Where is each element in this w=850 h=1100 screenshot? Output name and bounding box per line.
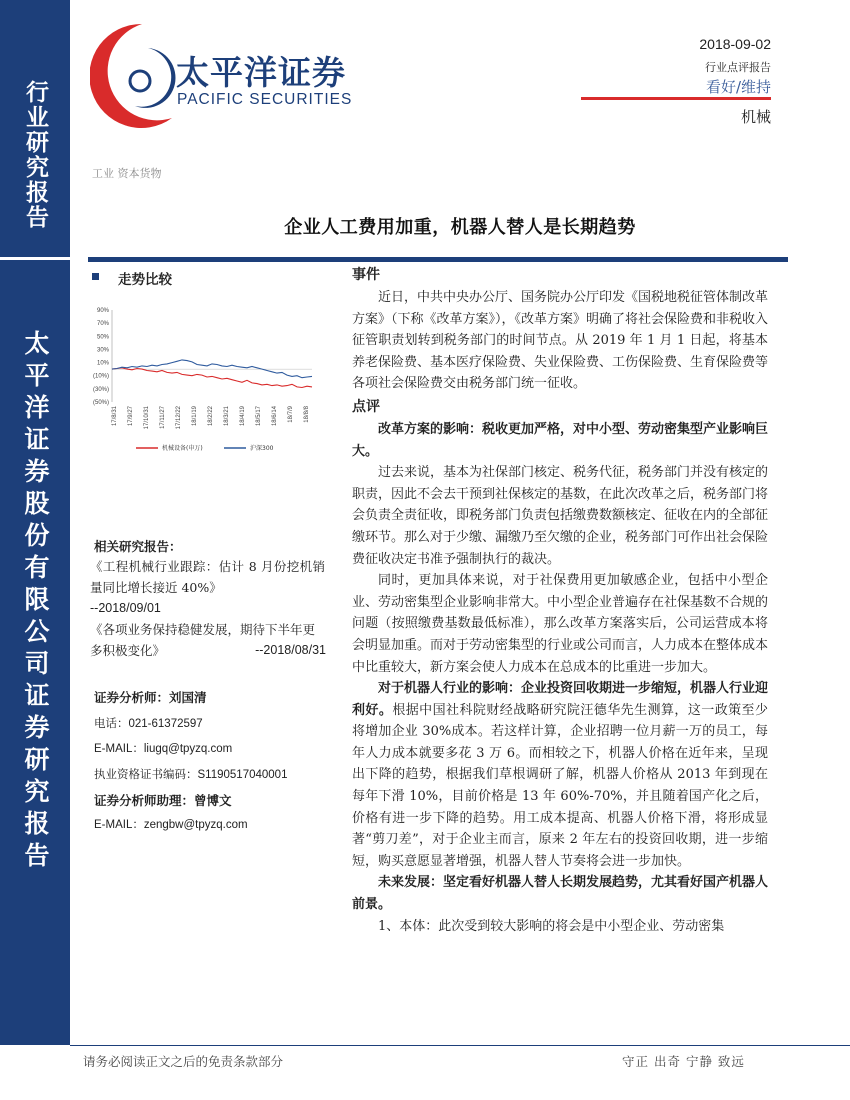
email-label: E-MAIL： bbox=[94, 819, 144, 831]
logo-name-cn: 太平洋证券 bbox=[176, 53, 346, 92]
chart-x-ticks bbox=[112, 405, 310, 429]
section-2-heading: 对于机器人行业的影响：企业投资回收期进一步缩短，机器人行业迎利好。 bbox=[352, 681, 769, 718]
chart-x-tick-label: 17/10/31 bbox=[144, 406, 150, 430]
assistant-email-line bbox=[94, 816, 248, 832]
sector: 机械 bbox=[740, 108, 771, 126]
analyst-email-line bbox=[94, 740, 232, 756]
logo-name-en: PACIFIC SECURITIES bbox=[177, 91, 353, 108]
trend-chart bbox=[86, 296, 318, 468]
analyst-phone: 021-61372597 bbox=[128, 718, 203, 730]
section-3-heading: 未来发展：坚定看好机器人替人长期发展趋势，尤其看好国产机器人前景。 bbox=[352, 875, 769, 913]
chart-x-tick-label: 17/9/27 bbox=[128, 406, 134, 427]
chart-y-tick-label: 70% bbox=[96, 321, 109, 328]
chart-y-tick-label: (30%) bbox=[92, 386, 109, 393]
event-heading: 事件 bbox=[352, 267, 380, 283]
chart-x-tick-label: 17/11/27 bbox=[160, 406, 166, 429]
report-date: 2018-09-02 bbox=[699, 36, 771, 52]
chart-y-tick-label: 30% bbox=[96, 347, 109, 354]
logo-blue-arc bbox=[135, 48, 175, 108]
analyst-phone-line bbox=[94, 715, 203, 731]
chart-legend-label: 机械设备(申万) bbox=[162, 445, 203, 452]
analyst-name: 刘国清 bbox=[169, 690, 207, 705]
chart-x-tick-label: 18/1/19 bbox=[192, 406, 198, 427]
section-2-text: 根据中国社科院财经战略研究院汪德华先生测算，这一政策至少将增加企业 30%成本。若这样计算，企业招聘一位月薪一万的员工，每年人力成本就要多花 3 万 6。而相较之下，机器人价格在近年来，呈现出下降的趋势，根据我们草根调研了解，机器人价格从 2013 年到现在每年下滑 10%，目前价格是 13 年 60%-70%，并且随着国产化之后，价格有进一步下降的趋势。用工成本提高、机器人价格下滑，将形成显著“剪刀差”，对于企业主而言，原来 2 年左右的投资回收期，进一步缩短，购买意愿显著增强，机器人替人节奏将会进一步加快。 bbox=[352, 702, 768, 869]
section-1-paragraph-2: 同时，更加具体来说，对于社保费用更加敏感企业，包括中小型企业、劳动密集型企业影响非常大。中小型企业普遍存在社保基数不合规的问题（按照缴费基数最低标准），那么改革方案落实后，公司运营成本将会明显加重。而对于劳动密集型的行业或公司而言，人力成本在整体成本中比重较大，新方案会使人力成本在总成本的比重进一步加大。 bbox=[352, 573, 769, 675]
chart-x-tick-label: 18/6/14 bbox=[272, 406, 278, 427]
footer-disclaimer: 请务必阅读正文之后的免责条款部分 bbox=[83, 1054, 284, 1069]
chart-y-ticks bbox=[93, 308, 110, 406]
chart-y-tick-label: 10% bbox=[96, 360, 109, 367]
chart-x-tick-label: 17/12/22 bbox=[176, 406, 182, 430]
section-3-paragraph: 1、本体：此次受到较大影响的将会是中小型企业、劳动密集 bbox=[378, 918, 725, 934]
chart-legend bbox=[136, 444, 274, 452]
analyst-line bbox=[94, 688, 207, 706]
assistant-email[interactable]: zengbw@tpyzq.com bbox=[143, 819, 248, 831]
event-paragraph: 近日，中共中央办公厅、国务院办公厅印发《国税地税征管体制改革方案》（下称《改革方案》），《改革方案》明确了将社会保险费和非税收入征管职责划转到税务部门的时间节点。从 2019 年 1 月 1 日起，将基本养老保险费、基本医疗保险费、失业保险费、工伤保险费、生育保险费等各项社会保险费交由税务部门统一征收。 bbox=[352, 290, 769, 392]
side-band-divider bbox=[0, 257, 70, 260]
title-rule bbox=[88, 257, 788, 262]
chart-lines bbox=[112, 360, 312, 388]
side-band-bottom-text: 太平洋证券股份有限公司证券研究报告 bbox=[21, 330, 50, 874]
footer-rule bbox=[70, 1045, 850, 1046]
section-1-paragraph-1: 过去来说，基本为社保部门核定、税务代征，税务部门并没有核定的职责，因此不会去干预到社保核定的基数，在此次改革之后，税务部门将会负责全责征收，即税务部门负责包括缴费数额核定、征收在内的全部征缴环节。那么对于少缴、漏缴乃至欠缴的企业，税务部门可作出社会保险费征收决定书准予强制执行的裁决。 bbox=[352, 465, 769, 567]
report-type: 行业点评报告 bbox=[705, 61, 771, 74]
chart-y-tick-label: (50%) bbox=[92, 400, 109, 406]
header-rule bbox=[581, 97, 771, 100]
trend-bullet bbox=[92, 273, 99, 280]
chart-series-line bbox=[112, 368, 312, 388]
chart-grid bbox=[112, 310, 312, 402]
side-band-top-text: 行业研究报告 bbox=[22, 80, 49, 230]
email-label: E-MAIL： bbox=[94, 743, 144, 755]
chart-y-tick-label: 50% bbox=[96, 334, 109, 341]
section-2-paragraph bbox=[352, 678, 768, 872]
chart-x-tick-label: 18/8/8 bbox=[304, 406, 310, 423]
analyst-label: 证券分析师： bbox=[94, 690, 170, 705]
chart-y-tick-label: (10%) bbox=[92, 373, 109, 380]
footer-motto: 守正 出奇 宁静 致远 bbox=[622, 1054, 745, 1069]
related-reports-label: 相关研究报告： bbox=[94, 539, 182, 554]
chart-x-tick-label: 18/3/21 bbox=[224, 406, 230, 427]
chart-legend-label: 沪深300 bbox=[250, 445, 274, 452]
chart-x-tick-label: 18/5/17 bbox=[256, 406, 262, 427]
logo-inner-ring bbox=[130, 71, 150, 91]
related-report-date: --2018/08/31 bbox=[255, 643, 326, 657]
report-title: 企业人工费用加重，机器人替人是长期趋势 bbox=[284, 217, 636, 238]
assistant-label: 证券分析师助理： bbox=[94, 793, 195, 808]
related-report-title[interactable]: 《各项业务保持稳健发展，期待下半年更多积极变化》 bbox=[90, 622, 316, 658]
trend-label: 走势比较 bbox=[118, 272, 172, 288]
related-report-date: --2018/09/01 bbox=[90, 601, 161, 615]
analyst-email[interactable]: liugq@tpyzq.com bbox=[143, 743, 233, 755]
section-1-heading: 改革方案的影响：税收更加严格，对中小型、劳动密集型产业影响巨大。 bbox=[352, 421, 769, 459]
chart-x-tick-label: 18/4/19 bbox=[240, 406, 246, 427]
phone-label: 电话： bbox=[94, 716, 129, 730]
cert-label: 执业资格证书编码： bbox=[94, 767, 198, 781]
analyst-cert-line bbox=[94, 766, 287, 782]
comment-heading: 点评 bbox=[352, 398, 380, 415]
related-report-title[interactable]: 《工程机械行业跟踪：估计 8 月份挖机销量同比增长接近 40%》 bbox=[90, 559, 325, 595]
assistant-line bbox=[94, 791, 232, 809]
industry-path: 工业 资本货物 bbox=[92, 167, 162, 180]
chart-x-tick-label: 18/2/22 bbox=[208, 406, 214, 427]
chart-x-tick-label: 18/7/9 bbox=[288, 406, 294, 423]
report-body bbox=[352, 263, 768, 937]
chart-y-tick-label: 90% bbox=[96, 308, 109, 314]
side-band bbox=[0, 0, 70, 1045]
rating: 看好/维持 bbox=[705, 78, 771, 96]
analyst-cert: S1190517040001 bbox=[197, 769, 288, 781]
chart-x-tick-label: 17/8/31 bbox=[112, 406, 118, 427]
assistant-name: 曾博文 bbox=[194, 793, 232, 808]
